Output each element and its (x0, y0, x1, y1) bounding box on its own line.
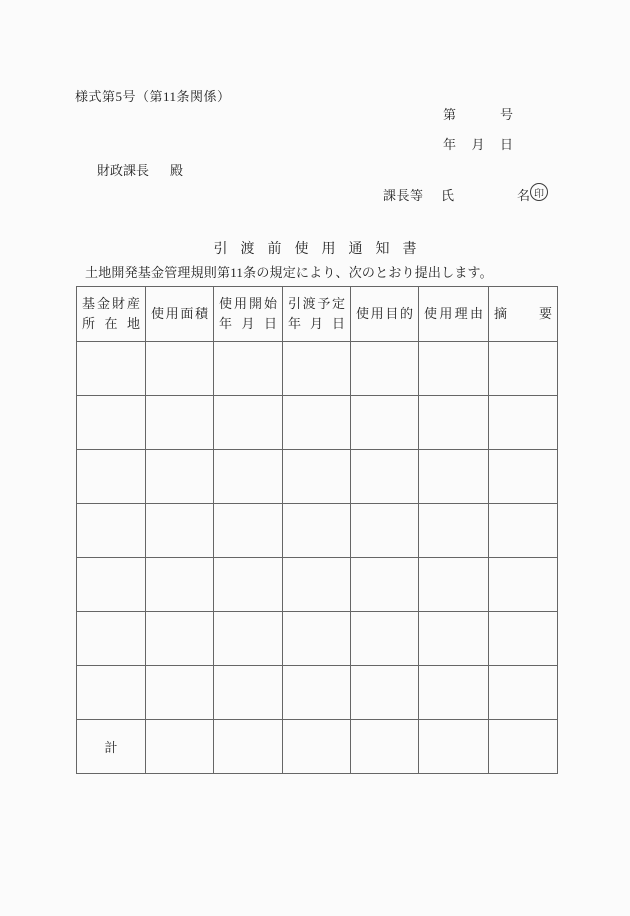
table-cell (351, 612, 419, 666)
table-cell (419, 666, 489, 720)
table-cell (214, 720, 283, 774)
form-number: 様式第5号（第11条関係） (75, 89, 231, 104)
table-cell (489, 720, 558, 774)
table-cell (77, 558, 146, 612)
table-cell (214, 504, 283, 558)
table-cell (283, 720, 351, 774)
table-row (77, 558, 558, 612)
table-cell (77, 450, 146, 504)
header-cell-line: 使用理由 (424, 306, 483, 321)
header-cell-line: 摘要 (494, 306, 552, 321)
table-cell (146, 342, 214, 396)
table-cell (77, 666, 146, 720)
notice-table (76, 286, 558, 774)
sender-givenname-label: 名 (517, 188, 531, 203)
addressee-line (97, 160, 183, 179)
header-cell-remarks (489, 287, 558, 342)
table-total-row (77, 720, 558, 774)
header-cell-planned-delivery-date (283, 287, 351, 342)
month-label: 月 (471, 137, 485, 152)
doc-number-prefix: 第 (443, 107, 457, 122)
year-label: 年 (443, 137, 457, 152)
table-cell (77, 396, 146, 450)
table-cell (283, 450, 351, 504)
table-cell (489, 342, 558, 396)
table-cell (419, 612, 489, 666)
notice-table-body (77, 342, 558, 774)
table-cell (489, 396, 558, 450)
table-cell (419, 504, 489, 558)
table-row (77, 612, 558, 666)
table-cell (489, 666, 558, 720)
addressee-honorific: 殿 (170, 163, 184, 178)
table-cell (283, 558, 351, 612)
header-cell-line: 引渡予定 (288, 296, 345, 311)
header-cell-use-reason (419, 287, 489, 342)
header-cell-fund-property-location (77, 287, 146, 342)
table-cell (283, 504, 351, 558)
table-cell (283, 666, 351, 720)
table-cell (214, 450, 283, 504)
intro-text: 土地開発基金管理規則第11条の規定により、次のとおり提出します。 (85, 265, 493, 280)
table-cell (283, 612, 351, 666)
header-cell-line: 使用面積 (151, 306, 208, 321)
date-line (443, 134, 513, 153)
document-number-line (443, 104, 513, 123)
table-cell (351, 558, 419, 612)
table-cell (146, 450, 214, 504)
table-cell (419, 720, 489, 774)
table-cell (489, 558, 558, 612)
table-cell (214, 342, 283, 396)
table-cell (146, 666, 214, 720)
table-cell (351, 396, 419, 450)
table-cell (351, 720, 419, 774)
table-cell (146, 558, 214, 612)
sender-signature-line (383, 185, 563, 203)
header-cell-line: 年月日 (288, 316, 345, 331)
table-cell (214, 396, 283, 450)
table-cell (146, 396, 214, 450)
total-label-cell: 計 (77, 720, 146, 774)
table-cell (351, 504, 419, 558)
table-cell (351, 450, 419, 504)
seal-mark-text: 印 (534, 188, 544, 200)
table-cell (489, 612, 558, 666)
table-cell (419, 342, 489, 396)
sender-role-label: 課長等 (383, 188, 424, 203)
table-cell (214, 558, 283, 612)
table-cell (146, 612, 214, 666)
table-cell (146, 504, 214, 558)
table-cell (146, 720, 214, 774)
header-cell-line: 使用開始 (219, 296, 277, 311)
day-label: 日 (499, 137, 513, 152)
table-row (77, 450, 558, 504)
header-cell-use-start-date (214, 287, 283, 342)
table-header-row (77, 287, 558, 342)
header-cell-line: 使用目的 (356, 306, 413, 321)
doc-number-suffix: 号 (499, 107, 513, 122)
notice-table-head (77, 287, 558, 342)
table-cell (283, 396, 351, 450)
table-cell (419, 396, 489, 450)
table-cell (77, 612, 146, 666)
header-cell-use-area (146, 287, 214, 342)
table-cell (77, 342, 146, 396)
table-cell (489, 504, 558, 558)
addressee-title: 財政課長 (97, 163, 150, 178)
sender-surname-label: 氏 (441, 188, 455, 203)
table-row (77, 504, 558, 558)
table-cell (419, 558, 489, 612)
table-cell (214, 666, 283, 720)
table-cell (214, 612, 283, 666)
table-cell (77, 504, 146, 558)
table-cell (489, 450, 558, 504)
header-cell-line: 年月日 (219, 316, 277, 331)
seal-mark-icon (530, 183, 548, 201)
table-row (77, 396, 558, 450)
header-cell-use-purpose (351, 287, 419, 342)
page-title: 引渡前使用通知書 (213, 242, 430, 257)
header-cell-line: 所在地 (82, 316, 140, 331)
table-row (77, 342, 558, 396)
table-cell (351, 342, 419, 396)
table-cell (351, 666, 419, 720)
header-cell-line: 基金財産 (82, 296, 140, 311)
table-row (77, 666, 558, 720)
table-cell (283, 342, 351, 396)
table-cell (419, 450, 489, 504)
